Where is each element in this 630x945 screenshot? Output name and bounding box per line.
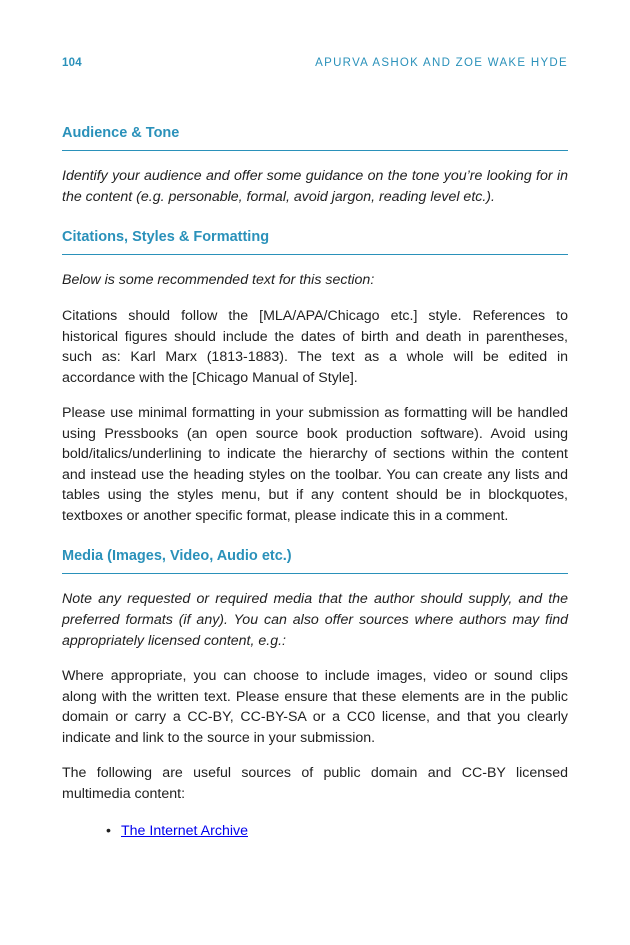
media-guidance-note: Note any requested or required media that the author should supply, and the preferred formats (if any). You can also offer sources where authors may find appropriately licensed content, e.g.: [62, 591, 568, 649]
list-item-internet-archive [106, 821, 568, 841]
internet-archive-link[interactable]: The Internet Archive [121, 823, 248, 840]
citations-styles-formatting-section [62, 227, 568, 526]
section-heading-citations-styles-formatting: Citations, Styles & Formatting [62, 227, 568, 255]
running-header [62, 55, 568, 71]
audience-tone-guidance: Identify your audience and offer some guidance on the tone you’re looking for in the content (e.g. personable, formal, avoid jargon, reading level etc.). [62, 168, 568, 205]
audience-tone-section [62, 123, 568, 207]
citations-intro-note: Below is some recommended text for this section: [62, 272, 375, 289]
formatting-paragraph: Please use minimal formatting in your submission as formatting will be handled using Pressbooks (an open source book production software). Avoid using bold/italics/underlining to indicate the hierarchy of sections within the content and instead use the heading styles on the toolbar. You can create any lists and tables using the styles menu, but if any content should be in blockquotes, textboxes or another specific format, please indicate this in a comment. [62, 405, 568, 524]
media-section [62, 546, 568, 841]
section-heading-media: Media (Images, Video, Audio etc.) [62, 546, 568, 574]
page-content [62, 123, 568, 841]
page-number: 104 [62, 57, 82, 69]
running-header-title: APURVA ASHOK AND ZOE WAKE HYDE [315, 57, 568, 69]
media-license-paragraph: Where appropriate, you can choose to include images, video or sound clips along with the written text. Please ensure that these elements are in the public domain or carry a CC-BY, CC-BY-SA or a CC0 license, and that you clearly indicate and link to the source in your submission. [62, 668, 568, 746]
bullet-icon: • [106, 823, 111, 840]
media-sources-intro: The following are useful sources of public domain and CC-BY licensed multimedia content: [62, 765, 568, 802]
media-sources-list [62, 821, 568, 841]
citations-paragraph: Citations should follow the [MLA/APA/Chicago etc.] style. References to historical figures should include the dates of birth and death in parentheses, such as: Karl Marx (1813-1883). The text as a whole will be edited in accordance with the [Chicago Manual of Style]. [62, 308, 568, 386]
section-heading-audience-tone: Audience & Tone [62, 123, 568, 151]
